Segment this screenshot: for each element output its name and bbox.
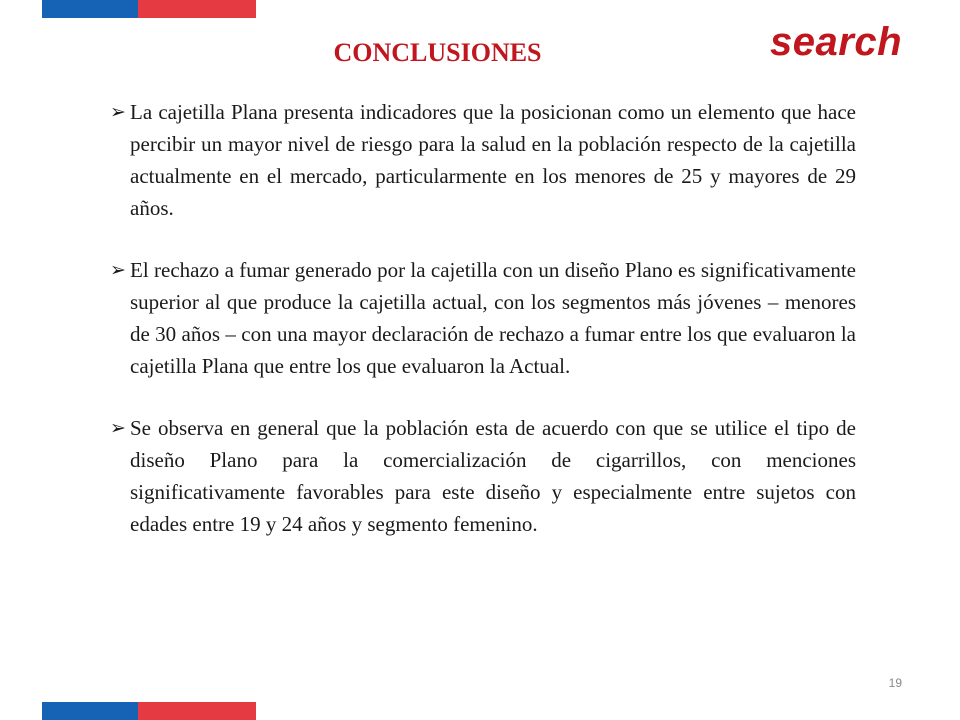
bullet-text: El rechazo a fumar generado por la cajetilla con un diseño Plano es significativamente superior al que produce la cajetilla actual, con los segmentos más jóvenes – menores de 30 años – con una mayor declaración de rechazo a fumar entre los que evaluaron la cajetilla Plana que entre los que evaluaron la Actual. xyxy=(130,258,856,378)
bullet-list xyxy=(104,96,856,570)
page-number: 19 xyxy=(888,676,902,690)
arrowhead-bullet-icon: ➢ xyxy=(110,259,126,281)
flag-red-segment xyxy=(138,702,256,720)
flag-blue-segment xyxy=(42,702,138,720)
arrowhead-bullet-icon: ➢ xyxy=(110,101,126,123)
top-flag-bar xyxy=(42,0,256,18)
flag-blue-segment xyxy=(42,0,138,18)
bullet-text: Se observa en general que la población esta de acuerdo con que se utilice el tipo de diseño Plano para la comercialización de cigarrillos, con menciones significativamente favorables para este diseño y especialmente entre sujetos con edades entre 19 y 24 años y segmento femenino. xyxy=(130,416,856,536)
bullet-item xyxy=(104,96,856,224)
page-title: CONCLUSIONES xyxy=(333,38,542,67)
bullet-item xyxy=(104,412,856,540)
flag-red-segment xyxy=(138,0,256,18)
bullet-text: La cajetilla Plana presenta indicadores que la posicionan como un elemento que hace percibir un mayor nivel de riesgo para la salud en la población respecto de la cajetilla actualmente en el mercado, particularmente en los menores de 25 y mayores de 29 años. xyxy=(130,100,856,220)
bullet-item xyxy=(104,254,856,382)
brand-logo-word: search xyxy=(770,20,902,64)
arrowhead-bullet-icon: ➢ xyxy=(110,417,126,439)
bottom-flag-bar xyxy=(42,702,256,720)
